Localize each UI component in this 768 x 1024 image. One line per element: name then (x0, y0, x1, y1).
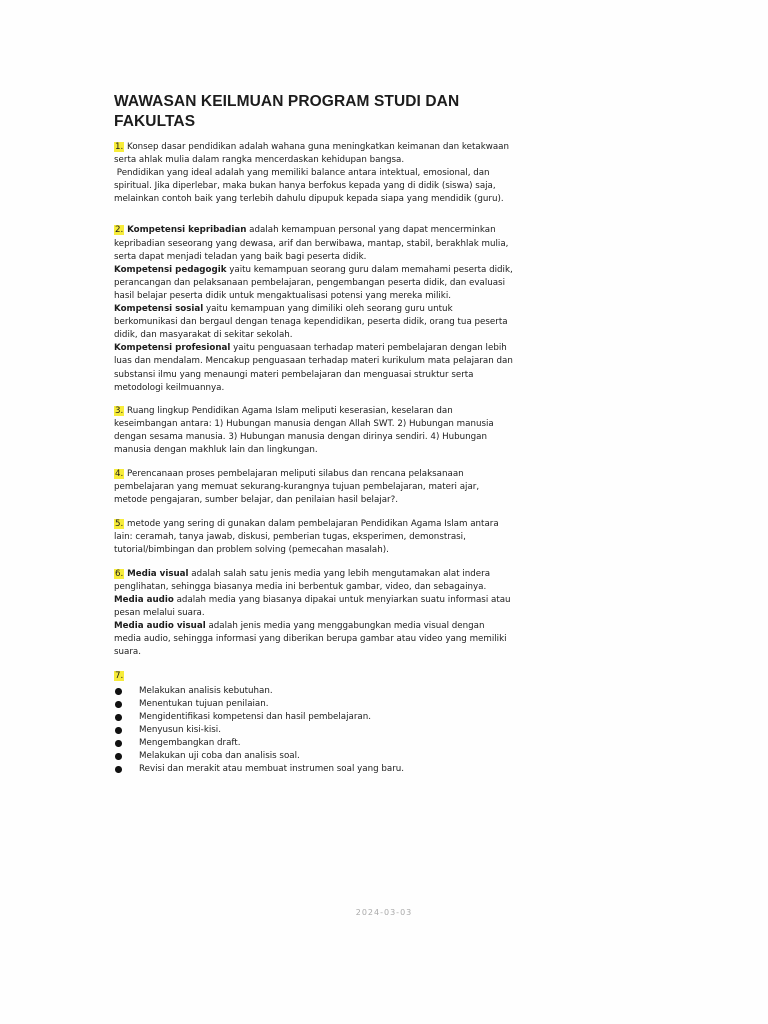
steps-list (114, 685, 514, 776)
list-item: Revisi dan merakit atau membuat instrumen soal yang baru. (114, 763, 514, 776)
section-3 (114, 405, 514, 457)
list-item: Melakukan analisis kebutuhan. (114, 685, 514, 698)
term-media-audio-visual: Media audio visual (114, 621, 206, 631)
section-number: 4. (115, 469, 124, 480)
section-6-audio-visual (114, 620, 514, 659)
bullet-icon (115, 714, 122, 721)
section-1-paragraph-2 (114, 167, 514, 206)
section-number: 7. (115, 670, 124, 681)
bullet-icon (115, 688, 122, 695)
document-body (114, 92, 514, 776)
section-1 (114, 141, 514, 167)
bullet-icon (115, 766, 122, 773)
list-item: Melakukan uji coba dan analisis soal. (114, 750, 514, 763)
section-6-audio (114, 594, 514, 620)
list-item: Mengidentifikasi kompetensi dan hasil pembelajaran. (114, 711, 514, 724)
paragraph-text: adalah jenis media yang menggabungkan media visual dengan media audio, sehingga informasi yang diberikan berupa gambar atau video yang memiliki suara. (114, 621, 507, 658)
section-2 (114, 224, 514, 263)
paragraph-text: yaitu kemampuan seorang guru dalam memahami peserta didik, perancangan dan pelaksanaan pembelajaran, pengembangan peserta didik, dan evaluasi hasil belajar peserta didik untuk mengaktualisasi potensi yang mereka miliki. (114, 264, 513, 301)
section-2-profesional (114, 342, 514, 394)
bullet-icon (115, 753, 122, 760)
section-7 (114, 670, 514, 683)
paragraph-text: adalah kemampuan personal yang dapat mencerminkan kepribadian seseorang yang dewasa, arif dan berwibawa, mantap, stabil, berakhlak mulia, serta dapat menjadi teladan yang baik bagi peserta didik. (114, 225, 509, 262)
paragraph-text: yaitu kemampuan yang dimiliki oleh seorang guru untuk berkomunikasi dan bergaul dengan tenaga kependidikan, peserta didik, orang tua peserta didik, dan masyarakat di sekitar sekolah. (114, 304, 508, 341)
paragraph-text: Ruang lingkup Pendidikan Agama Islam meliputi keserasian, keselaran dan keseimbangan antara: 1) Hubungan manusia dengan Allah SWT. 2) Hubungan manusia dengan sesama manusia. 3) Hubungan manusia dengan dirinya sendiri. 4) Hubungan manusia dengan makhluk lain dan lingkungan. (114, 406, 494, 456)
section-5 (114, 518, 514, 557)
paragraph-text: yaitu penguasaan terhadap materi pembelajaran dengan lebih luas dan mendalam. Mencakup penguasaan terhadap materi kurikulum mata pelajaran dan substansi ilmu yang menaungi materi pembelajaran dan menguasai struktur serta metodologi keilmuannya. (114, 343, 513, 393)
list-item: Mengembangkan draft. (114, 737, 514, 750)
term-kompetensi-kepribadian: Kompetensi kepribadian (127, 225, 247, 236)
document-date: 2024-03-03 (355, 908, 413, 917)
list-item: Menentukan tujuan penilaian. (114, 698, 514, 711)
term-kompetensi-pedagogik: Kompetensi pedagogik (114, 264, 227, 275)
section-number: 3. (115, 406, 124, 417)
term-kompetensi-profesional: Kompetensi profesional (114, 343, 231, 354)
section-number: 2. (115, 225, 124, 236)
bullet-icon (115, 727, 122, 734)
bullet-icon (115, 701, 122, 708)
section-number: 5. (115, 518, 124, 529)
term-media-visual: Media visual (127, 568, 189, 579)
section-4 (114, 468, 514, 507)
section-6 (114, 568, 514, 594)
term-media-audio: Media audio (114, 594, 174, 605)
section-number: 6. (115, 568, 124, 579)
paragraph-text: adalah salah satu jenis media yang lebih mengutamakan alat indera penglihatan, sehingga biasanya media ini berbentuk gambar, video, dan sebagainya. (114, 568, 491, 592)
paragraph-text: Konsep dasar pendidikan adalah wahana guna meningkatkan keimanan dan ketakwaan serta ahlak mulia dalam rangka mencerdaskan kehidupan bangsa. (114, 142, 510, 166)
list-item: Menyusun kisi-kisi. (114, 724, 514, 737)
bullet-icon (115, 740, 122, 747)
section-2-sosial (114, 303, 514, 342)
section-2-pedagogik (114, 264, 514, 303)
document-title: WAWASAN KEILMUAN PROGRAM STUDI DAN FAKULTAS (114, 93, 460, 130)
paragraph-text: Pendidikan yang ideal adalah yang memiliki balance antara intektual, emosional, dan spiritual. Jika diperlebar, maka bukan hanya berfokus kepada yang di didik (siswa) saja, melainkan contoh baik yang terlebih dahulu dipupuk kepada siapa yang mendidik (guru). (114, 168, 504, 205)
paragraph-text: metode yang sering di gunakan dalam pembelajaran Pendidikan Agama Islam antara lain: ceramah, tanya jawab, diskusi, pemberian tugas, eksperimen, demonstrasi, tutorial/bimbingan dan problem solving (pemecahan masalah). (114, 518, 499, 556)
paragraph-text: adalah media yang biasanya dipakai untuk menyiarkan suatu informasi atau pesan melalui suara. (114, 594, 511, 618)
term-kompetensi-sosial: Kompetensi sosial (114, 304, 204, 315)
section-number: 1. (115, 142, 124, 152)
paragraph-text: Perencanaan proses pembelajaran meliputi silabus dan rencana pelaksanaan pembelajaran yang memuat sekurang-kurangnya tujuan pembelajaran, materi ajar, metode pengajaran, sumber belajar, dan penilaian hasil belajar?. (114, 469, 480, 506)
